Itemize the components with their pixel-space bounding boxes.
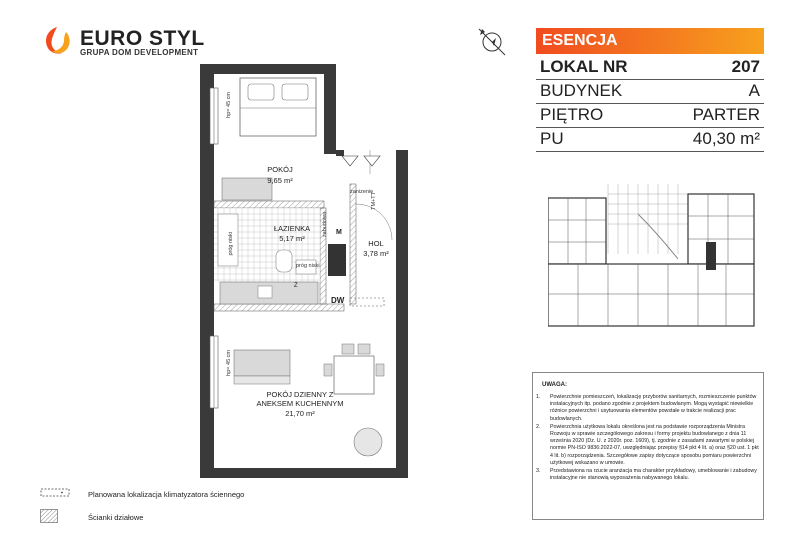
annotation-prog-niski-2: próg niski — [296, 263, 320, 269]
brand-name: EURO STYL — [80, 27, 205, 50]
info-value: 40,30 m² — [692, 129, 760, 148]
annotation-zanizenie: zanizenie — [350, 189, 374, 195]
room-name-lazienka: ŁAZIENKA — [273, 224, 311, 233]
room-name-pokoj-dzienny-2: ANEKSEM KUCHENNYM — [256, 399, 344, 408]
annotation-zabudowa: zabudowa — [322, 212, 328, 238]
note-item — [536, 468, 762, 482]
info-row-budynek — [536, 80, 764, 104]
info-row-pu — [536, 128, 764, 152]
notes-title: UWAGA: — [542, 382, 567, 388]
note-number: 3. — [536, 468, 541, 475]
legend-wall-label: Ścianki działowe — [88, 513, 144, 522]
room-name-pokoj: POKÓJ — [267, 165, 293, 174]
ac-unit-dashed-icon — [40, 488, 70, 498]
note-number: 2. — [536, 423, 541, 430]
note-number: 1. — [536, 394, 541, 400]
info-row-pietro — [536, 104, 764, 128]
hatched-wall-icon — [40, 509, 58, 523]
annotation-prog-niski-1: próg niski — [228, 232, 234, 256]
brand-subtitle: GRUPA DOM DEVELOPMENT — [80, 48, 199, 57]
window-sill-height-top: hp= 45 cm — [226, 92, 232, 118]
info-value: A — [748, 81, 760, 100]
annotation-dw: DW — [331, 296, 345, 305]
room-name-pokoj-dzienny: POKÓJ DZIENNY Z — [266, 390, 334, 399]
info-label: PIĘTRO — [540, 105, 604, 124]
note-text: Powierzchnia użytkowa lokalu określona jest na podstawie rozporządzenia Ministra Rozwoju w sprawie szczegółowego zakresu i formy projektu budowlanego z dnia 11 września 2020 (Dz. U. z 2020r. poz. 1609), tj. zgodnie z zasadami zawartymi w polskiej normie PN-ISO 9836:2022-07, uwzględniając przepisy §14 pkt 4 lit. a) oraz §20 ust. 1 pkt 4 lit. b) rozporządzenia. Szczegółowe zapisy dotyczące sposobu pomiaru powierzchni użytkowej wskazano w umowie. — [550, 423, 759, 466]
note-item — [536, 424, 762, 467]
note-text: Przedstawiona na rzucie aranżacja ma charakter przykładowy, umeblowanie i zabudowy instalacyjne nie stanowią wyposażenia nabywanego lokalu. — [550, 468, 757, 482]
room-area-pokoj: 9,65 m² — [267, 176, 293, 185]
info-label: BUDYNEK — [540, 81, 623, 100]
info-row-lokal — [536, 56, 764, 80]
note-item — [536, 394, 762, 423]
room-area-pokoj-dzienny: 21,70 m² — [285, 409, 315, 418]
info-label: PU — [540, 129, 564, 148]
room-name-hol: HOL — [368, 239, 384, 248]
room-area-hol: 3,78 m² — [363, 249, 389, 258]
notes-list — [536, 394, 762, 483]
flame-swirl-logo — [40, 24, 74, 58]
legend-ac-label: Planowana lokalizacja klimatyzatora ściennego — [88, 490, 245, 499]
note-text: Powierzchnie pomieszczeń, lokalizację przyborów sanitarnych, rozmieszczenie punktów instalacyjnych itp. podano zgodnie z projektem budowlanym. Mogą wystąpić niewielkie różnice powierzchni i usytuowania elementów powstałe w trakcie realizacji prac budowlanych. — [550, 394, 757, 422]
project-name-banner: ESENCJA — [536, 28, 764, 54]
info-value: PARTER — [692, 105, 760, 124]
info-label: LOKAL NR — [540, 57, 628, 76]
room-area-lazienka: 5,17 m² — [279, 234, 305, 243]
building-key-plan — [548, 184, 758, 332]
info-value: 207 — [731, 57, 760, 76]
window-sill-height-bottom: hp= 45 cm — [226, 350, 232, 376]
annotation-z: Z — [294, 283, 298, 289]
annotation-m: M — [336, 229, 342, 236]
annotation-tm-tt: TM+TT — [371, 192, 377, 210]
north-arrow-icon — [476, 26, 508, 58]
